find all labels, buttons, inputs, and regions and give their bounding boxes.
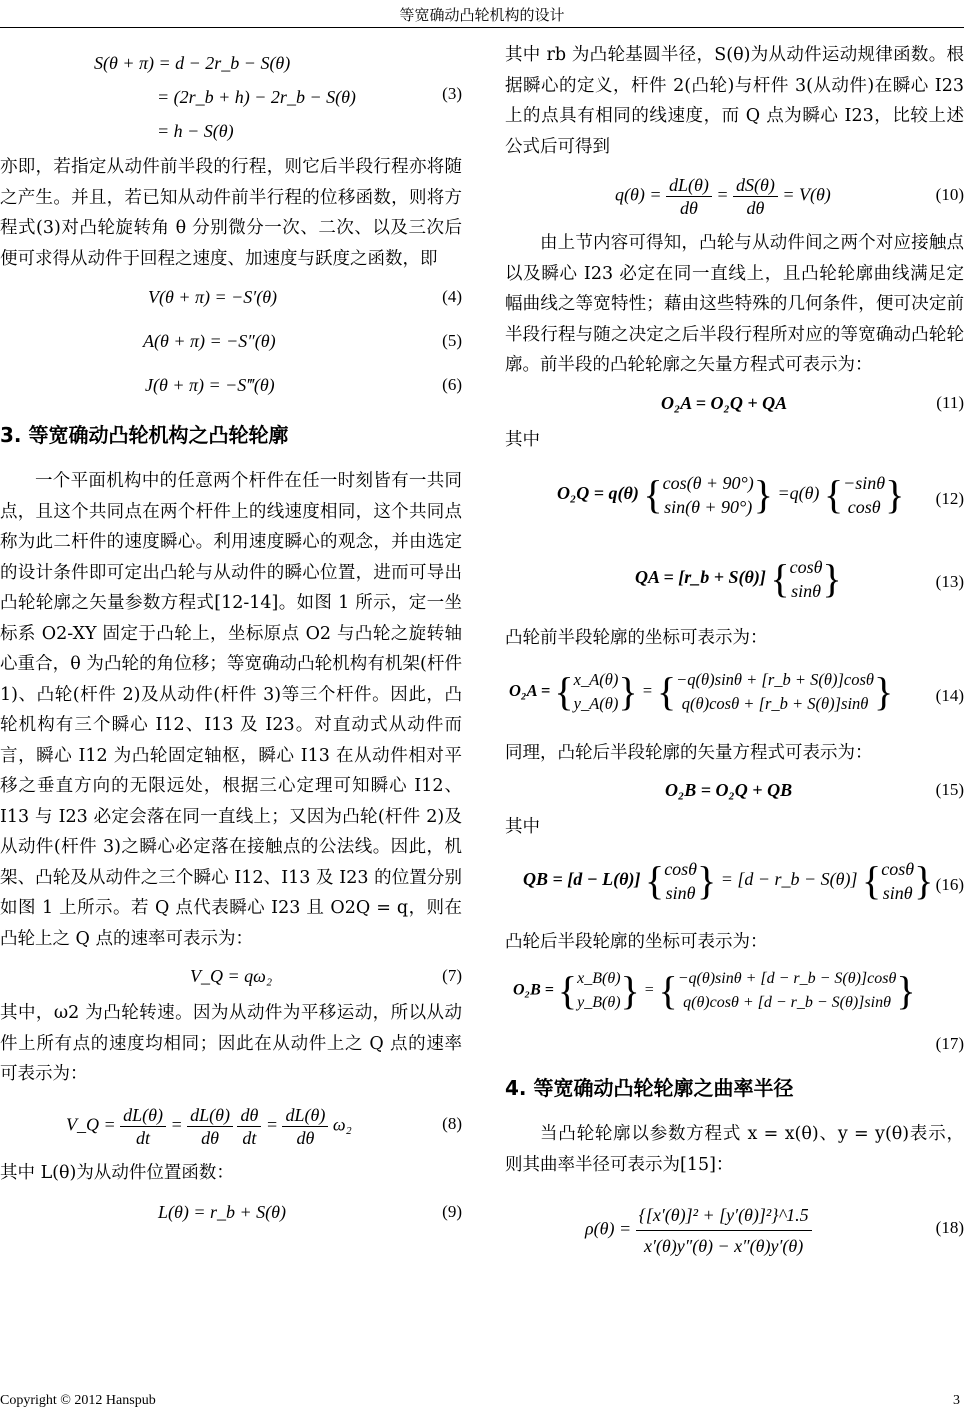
eq15-expr: O₂B = O₂Q + QB — [665, 779, 793, 800]
header-rule — [0, 27, 964, 28]
eq8-tail: ω₂ — [332, 1114, 352, 1135]
eq8-fraction-2 — [187, 1104, 233, 1149]
eq17-v-top: x_B(θ) — [577, 970, 621, 987]
eq3-line2: = (2r_b + h) − 2r_b − S(θ) — [157, 87, 356, 107]
eq12-m1-top: cos(θ + 90°) — [662, 473, 754, 493]
paragraph: 其中，ω2 为凸轮转速。因为从动件为平移运动，所以从动件上所有点的速度均相同；因此在从动件上之 Q 点的速率可表示为： — [0, 1003, 462, 1084]
paragraph: 同理，凸轮后半段轮廓的矢量方程式可表示为： — [505, 742, 873, 763]
right-column — [505, 40, 964, 1276]
eq18-number: (18) — [935, 1217, 964, 1237]
equation-13: QA = [r_b + S(θ)] { cosθ sinθ } (13) — [635, 556, 964, 601]
eq8-fraction-1 — [120, 1104, 166, 1149]
equation-12: O₂Q = q(θ) { cos(θ + 90°) sin(θ + 90°) } =q(θ) { −sinθ cosθ } (12) — [557, 472, 964, 517]
eq14-number: (14) — [935, 685, 964, 705]
eq8-f4-den: dθ — [296, 1127, 315, 1148]
eq12-number: (12) — [935, 488, 964, 508]
eq4-expr: V(θ + π) = −S′(θ) — [148, 286, 278, 307]
paragraph: 一个平面机构中的任意两个杆件在任一时刻皆有一共同点，且这个共同点在两个杆件上的线速度相同，这个共同点称为此二杆件的速度瞬心。利用速度瞬心的观念，并由选定的设计条件即可定出凸轮与从动件的瞬心位置，进而可导出凸轮轮廓之矢量参数方程式[12-14]。如图 1 所示，定一坐标系 O2-XY 固定于凸轮上，坐标原点 O2 与凸轮之旋转轴心重合，θ 为凸轮的角位移；等宽确动凸轮机构有机架(杆件 1)、凸轮(杆件 2)及从动件(杆件 3)等三个杆件。因此，凸轮机构有三个瞬心 I12、I13 及 I23。对直动式从动件而言，瞬心 I12 为凸轮固定轴枢，瞬心 I13 在从动件相对平移之垂直方向的无限远处，根据三心定理可知瞬心 I12、I13 与 I23 必定会落在同一直线上；又因为凸轮(杆件 2)及从动件(杆件 3)之瞬心必定落在接触点的公法线。因此，机架、凸轮及从动件之三个瞬心 I12、I13 及 I23 的位置分别如图 1 上所示。若 Q 点代表瞬心 I23 且 O2Q = q，则在凸轮上之 Q 点的速率可表示为： — [0, 471, 462, 949]
paragraph: 其中 — [505, 429, 540, 450]
eq17-r-bot: q(θ)cosθ + [d − r_b − S(θ)]sinθ — [683, 994, 891, 1011]
eq3-number: (3) — [442, 83, 462, 103]
eq16-mid: = [d − r_b − S(θ)] — [720, 868, 858, 889]
eq10-lhs: q(θ) = — [615, 184, 662, 205]
paragraph: 凸轮后半段轮廓的坐标可表示为： — [505, 931, 768, 952]
eq13-lhs: QA = [r_b + S(θ)] — [635, 567, 766, 588]
eq3-line3: = h − S(θ) — [157, 121, 234, 141]
eq7-expr: V_Q = qω₂ — [190, 965, 273, 986]
eq16-m1-bot: sinθ — [665, 882, 696, 903]
equation-9 — [0, 1190, 462, 1234]
eq17-vector — [577, 967, 620, 1015]
eq8-f2-num: dL(θ) — [187, 1104, 233, 1127]
equation-18 — [505, 1182, 964, 1274]
eq16-matrix-1 — [664, 857, 697, 905]
eq16-number: (16) — [935, 874, 964, 894]
left-column — [0, 40, 462, 1236]
paragraph: 其中 L(θ)为从动件位置函数： — [0, 1162, 234, 1183]
eq10-tail: = V(θ) — [782, 184, 831, 205]
eq18-num: {[x′(θ)]² + [y′(θ)]²}^1.5 — [636, 1200, 812, 1231]
eq18-lhs: ρ(θ) = — [585, 1218, 632, 1239]
eq14-v-top: x_A(θ) — [573, 669, 619, 689]
eq6-expr: J(θ + π) = −S‴(θ) — [145, 374, 275, 395]
eq13-matrix — [790, 555, 823, 603]
equation-5 — [0, 320, 462, 362]
eq13-number: (13) — [935, 571, 964, 591]
section-heading-3: 3. 等宽确动凸轮机构之凸轮轮廓 — [0, 423, 289, 447]
eq17-v-bot: y_B(θ) — [577, 994, 621, 1011]
equation-11 — [505, 383, 964, 423]
eq17-lhs: O₂B = — [513, 981, 554, 999]
eq15-number: (15) — [935, 779, 964, 799]
eq14-vector — [574, 668, 619, 716]
eq17-rhs — [678, 967, 897, 1015]
eq10-fraction-2 — [733, 174, 778, 219]
eq10-f1-den: dθ — [679, 198, 698, 218]
eq18-den: x′(θ)y″(θ) − x″(θ)y′(θ) — [643, 1236, 804, 1256]
eq8-f1-den: dt — [136, 1127, 151, 1148]
paragraph: 亦即，若指定从动件前半段的行程，则它后半段行程亦将随之产生。并且，若已知从动件前半行程的位移函数，则将方程式(3)对凸轮旋转角 θ 分别微分一次、二次、以及三次后便可求得从动件于回程之速度、加速度与跃度之函数，即 — [0, 157, 462, 269]
eq17-number: (17) — [935, 1033, 964, 1053]
eq12-matrix-2 — [843, 471, 885, 519]
equation-14: O₂A = { x_A(θ) y_A(θ) } = { −q(θ)sinθ + [r_b + S(θ)]cosθ q(θ)cosθ + [r_b + S(θ)]sinθ } (14) — [509, 668, 964, 714]
eq16-matrix-2 — [881, 857, 914, 905]
eq10-f2-num: dS(θ) — [733, 174, 778, 197]
eq16-m1-top: cosθ — [664, 858, 698, 879]
eq10-f2-den: dθ — [746, 198, 765, 218]
paragraph: 其中 rb 为凸轮基圆半径，S(θ)为从动件运动规律函数。根据瞬心的定义，杆件 2(凸轮)与杆件 3(从动件)在瞬心 I23 上的点具有相同的线速度，而 Q 点为瞬心 I23，比较上述公式后可得到 — [505, 45, 964, 157]
eq8-fraction-4 — [282, 1104, 328, 1149]
equation-4 — [0, 276, 462, 318]
eq3-line1: S(θ + π) = d − 2r_b − S(θ) — [94, 53, 291, 73]
eq13-m-bot: sinθ — [791, 581, 821, 601]
eq8-f2-den: dθ — [201, 1127, 219, 1148]
paragraph: 由上节内容可得知，凸轮与从动件间之两个对应接触点以及瞬心 I23 必定在同一直线上，且凸轮轮廓曲线满足定幅曲线之等宽特性；藉由这些特殊的几何条件，便可决定前半段行程与随之决定之后半段行程所对应的等宽确动凸轮轮廓。前半段的凸轮轮廓之矢量方程式可表示为： — [505, 233, 964, 375]
equation-6 — [0, 364, 462, 406]
equation-7 — [0, 956, 462, 996]
eq13-m-top: cosθ — [789, 557, 823, 577]
eq11-number: (11) — [936, 392, 964, 412]
section-heading-4: 4. 等宽确动凸轮轮廓之曲率半径 — [505, 1076, 794, 1100]
eq16-m2-top: cosθ — [881, 858, 915, 879]
eq8-number: (8) — [442, 1113, 462, 1133]
eq5-expr: A(θ + π) = −S″(θ) — [143, 330, 276, 351]
equation-16: QB = [d − L(θ)] { cosθ sinθ } = [d − r_b − S(θ)] { cosθ sinθ } (16) — [523, 857, 964, 903]
eq8-fraction-3 — [237, 1104, 261, 1149]
eq9-expr: L(θ) = r_b + S(θ) — [158, 1201, 286, 1222]
eq18-fraction — [636, 1200, 812, 1261]
eq12-m2-top: −sinθ — [843, 473, 886, 493]
equation-8: V_Q = $\frac{dL(\theta)}{dt}$ = $\frac{dL(\theta)}{d\theta}$ $\frac{d\theta}{dt}$ = $\frac{dL(\theta)}{d\theta}$ ω₂ (8) — [66, 1104, 462, 1148]
eq12-m2-bot: cosθ — [847, 497, 881, 517]
eq14-r-top: −q(θ)sinθ + [r_b + S(θ)]cosθ — [676, 669, 874, 689]
eq14-r-bot: q(θ)cosθ + [r_b + S(θ)]sinθ — [681, 693, 869, 713]
equation-15 — [505, 770, 964, 810]
eq10-fraction-1 — [666, 174, 712, 219]
eq8-lhs: V_Q = — [66, 1114, 116, 1135]
eq8-f3-den: dt — [242, 1127, 257, 1148]
running-header: 等宽确动凸轮机构的设计 — [399, 6, 565, 24]
eq9-number: (9) — [442, 1201, 462, 1221]
eq12-mid: =q(θ) — [777, 483, 820, 504]
equation-10: q(θ) = $\frac{dL(\theta)}{d\theta}$ = $\frac{dS(\theta)}{d\theta}$ = V(θ) (10) — [615, 175, 964, 218]
eq4-number: (4) — [442, 286, 462, 306]
eq14-lhs: O₂A = — [509, 680, 551, 700]
eq8-f1-num: dL(θ) — [120, 1104, 166, 1127]
footer-page-number: 3 — [953, 1393, 960, 1408]
footer-copyright: Copyright © 2012 Hanspub — [0, 1393, 156, 1408]
eq12-m1-bot: sin(θ + 90°) — [664, 497, 753, 517]
eq6-number: (6) — [442, 374, 462, 394]
eq10-f1-num: dL(θ) — [666, 174, 712, 197]
eq16-lhs: QB = [d − L(θ)] — [523, 868, 641, 889]
eq8-f4-num: dL(θ) — [282, 1104, 328, 1127]
paragraph: 当凸轮轮廓以参数方程式 x = x(θ)、y = y(θ)表示，则其曲率半径可表示为[15]： — [505, 1124, 964, 1175]
eq12-matrix-1 — [663, 471, 754, 519]
equation-3 — [0, 42, 462, 146]
eq14-v-bot: y_A(θ) — [573, 693, 619, 713]
eq11-expr: O₂A = O₂Q + QA — [661, 392, 788, 413]
paragraph: 其中 — [505, 817, 540, 837]
eq10-number: (10) — [935, 184, 964, 204]
eq5-number: (5) — [442, 330, 462, 350]
eq14-rhs — [676, 668, 874, 716]
eq8-f3-num: dθ — [237, 1104, 261, 1127]
paragraph: 凸轮前半段轮廓的坐标可表示为： — [505, 628, 768, 648]
eq17-r-top: −q(θ)sinθ + [d − r_b − S(θ)]cosθ — [677, 970, 897, 987]
eq7-number: (7) — [442, 965, 462, 985]
eq16-m2-bot: sinθ — [882, 882, 913, 903]
equation-17: O₂B = { x_B(θ) y_B(θ) } = { −q(θ)sinθ + [d − r_b − S(θ)]cosθ q(θ)cosθ + [d − r_b − S(θ)]sinθ } (17) — [505, 959, 964, 1063]
eq12-lhs: O₂Q = q(θ) — [557, 483, 639, 504]
